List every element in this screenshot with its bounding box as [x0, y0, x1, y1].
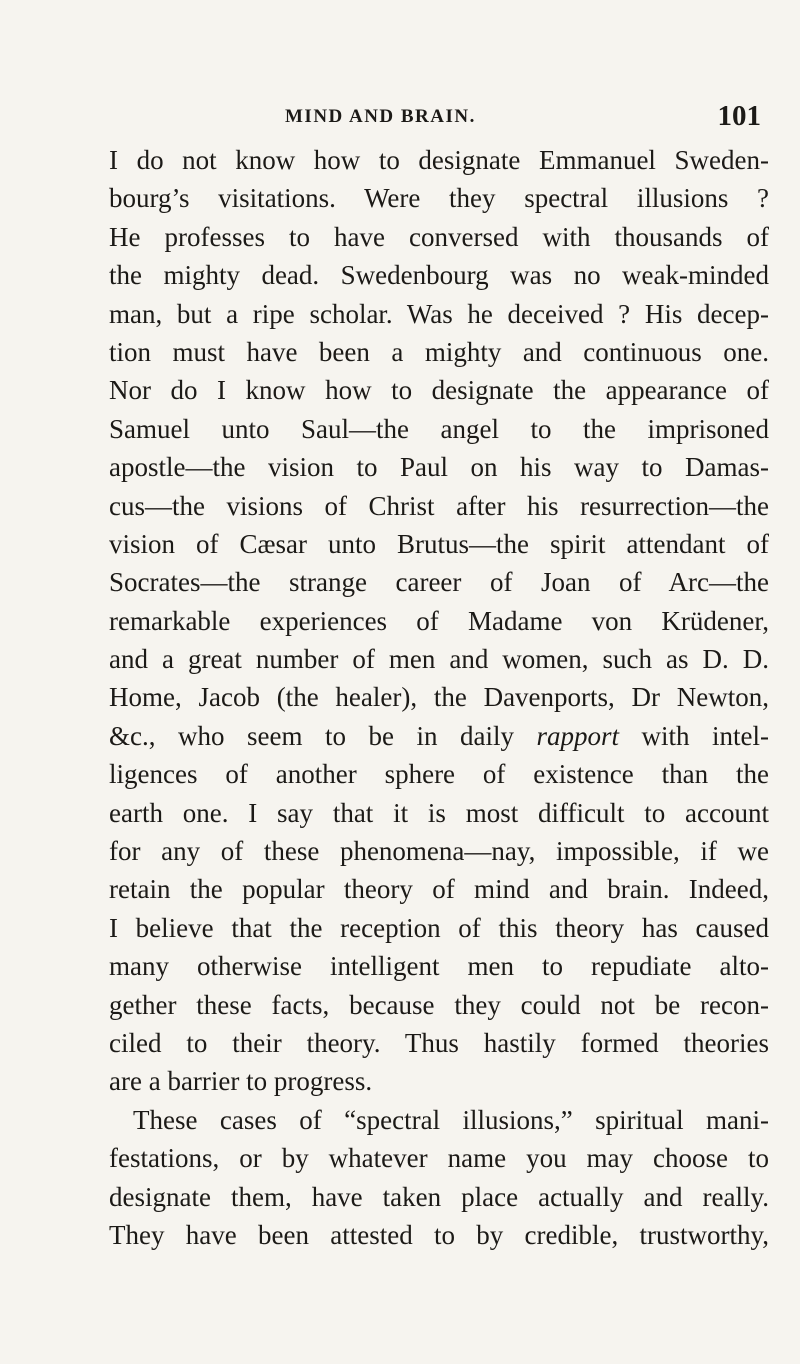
text-line: He professes to have conversed with thousands of: [109, 221, 769, 252]
text-line: many otherwise intelligent men to repudiate alto-: [109, 951, 769, 982]
body-text: [109, 141, 769, 1254]
text-segment: &c., who seem to be in daily: [109, 720, 537, 751]
text-line: and a great number of men and women, such as D. D.: [109, 644, 769, 675]
text-line: designate them, have taken place actually and really.: [109, 1181, 769, 1212]
text-line: Nor do I know how to designate the appearance of: [109, 375, 769, 406]
text-line: Samuel unto Saul—the angel to the imprisoned: [109, 413, 769, 444]
text-line: These cases of “spectral illusions,” spiritual mani-: [133, 1104, 769, 1135]
text-line: tion must have been a mighty and continuous one.: [109, 336, 769, 367]
text-line: I believe that the reception of this theory has caused: [109, 912, 769, 943]
text-segment: with intel-: [619, 720, 770, 751]
text-line: vision of Cæsar unto Brutus—the spirit attendant of: [109, 528, 769, 559]
page-number: 101: [717, 100, 761, 132]
text-line: earth one. I say that it is most difficult to account: [109, 797, 769, 828]
text-line-rapport: [109, 717, 769, 755]
text-line: ciled to their theory. Thus hastily formed theories: [109, 1027, 769, 1058]
text-line: Home, Jacob (the healer), the Davenports, Dr Newton,: [109, 682, 769, 713]
text-line: man, but a ripe scholar. Was he deceived ? His decep-: [109, 298, 769, 329]
text-line: retain the popular theory of mind and brain. Indeed,: [109, 874, 769, 905]
italic-word: rapport: [536, 720, 620, 751]
text-line: I do not know how to designate Emmanuel Sweden-: [109, 145, 769, 175]
text-line: ligences of another sphere of existence than the: [109, 759, 769, 790]
running-title: MIND AND BRAIN.: [285, 106, 476, 127]
text-line: Socrates—the strange career of Joan of Arc—the: [109, 567, 769, 598]
text-line: apostle—the vision to Paul on his way to Damas-: [109, 452, 769, 483]
text-line: remarkable experiences of Madame von Krüdener,: [109, 605, 769, 636]
text-line: They have been attested to by credible, trustworthy,: [109, 1219, 769, 1250]
text-line: gether these facts, because they could not be recon-: [109, 989, 769, 1020]
running-head: [109, 100, 769, 134]
text-line: are a barrier to progress.: [109, 1066, 373, 1097]
text-line: the mighty dead. Swedenbourg was no weak-minded: [109, 260, 769, 291]
text-line: festations, or by whatever name you may choose to: [109, 1143, 769, 1174]
text-line: for any of these phenomena—nay, impossible, if we: [109, 836, 769, 867]
text-line: bourg’s visitations. Were they spectral illusions ?: [109, 183, 769, 214]
text-line: cus—the visions of Christ after his resurrection—the: [109, 490, 769, 521]
